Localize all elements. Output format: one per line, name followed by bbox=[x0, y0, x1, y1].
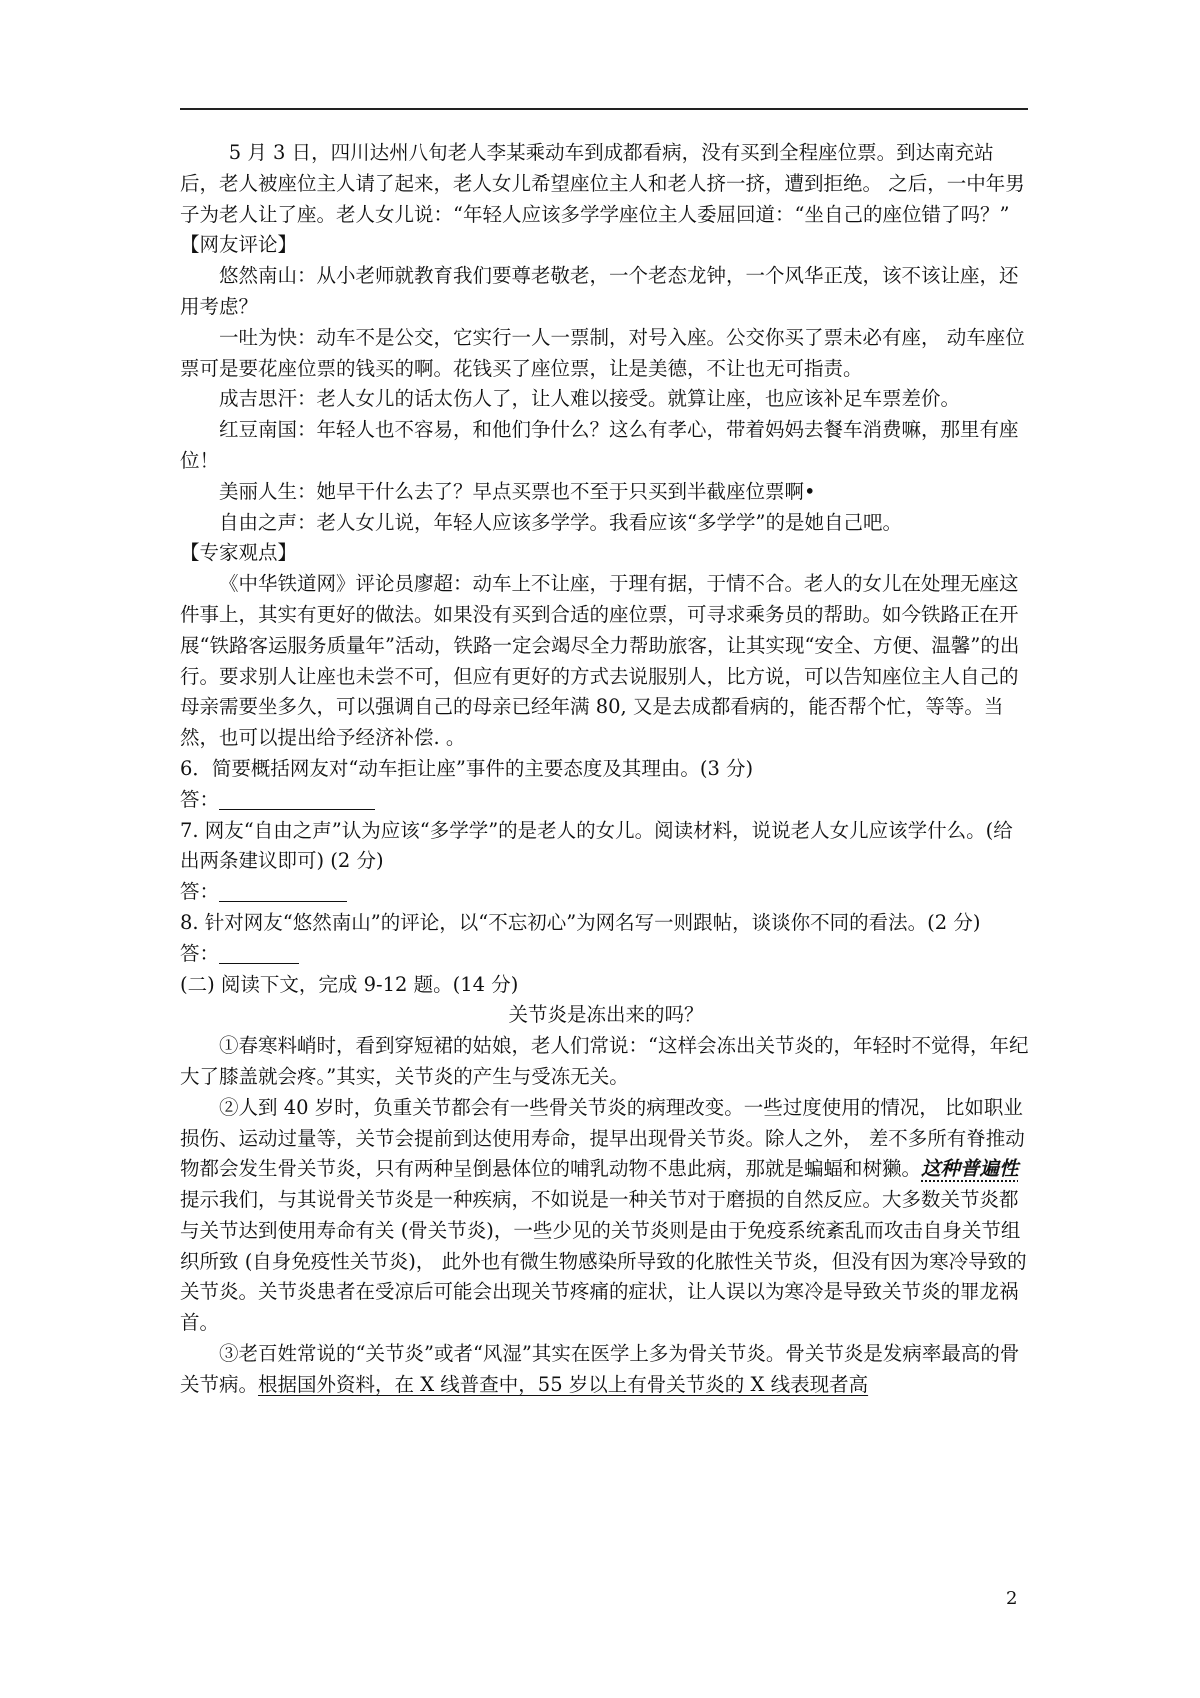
article-paragraph-3 bbox=[180, 1339, 1032, 1401]
story-paragraph: 5 月 3 日，四川达州八旬老人李某乘动车到成都看病，没有买到全程座位票。到达南充站后，老人被座位主人请了起来，老人女儿希望座位主人和老人挤一挤，遭到拒绝。 之后，一中年男子为老人让了座。老人女儿说：“年轻人应该多学学座位主人委屈回道：“坐自己的座位错了吗？” bbox=[180, 141, 1025, 226]
comment-item: 红豆南国：年轻人也不容易，和他们争什么？这么有孝心，带着妈妈去餐车消费嘛，那里有座位！ bbox=[180, 418, 1019, 472]
comment-item: 一吐为快：动车不是公交，它实行一人一票制，对号入座。公交你买了票未必有座， 动车座位票可是要花座位票的钱买的啊。花钱买了座位票，让是美德，不让也无可指责。 bbox=[180, 325, 1025, 380]
question-8: 8. 针对网友“悠然南山”的评论，以“不忘初心”为网名写一则跟帖，谈谈你不同的看法。(2 分) bbox=[180, 910, 981, 934]
answer-blank bbox=[219, 879, 347, 902]
question-7: 7. 网友“自由之声”认为应该“多学学”的是老人的女儿。阅读材料，说说老人女儿应该学什么。(给出两条建议即可) (2 分) bbox=[180, 818, 1013, 873]
comment-item: 美丽人生：她早干什么去了？早点买票也不至于只买到半截座位票啊• bbox=[219, 479, 816, 503]
answer-label: 答： bbox=[180, 787, 220, 811]
header-rule bbox=[180, 108, 1028, 110]
netizen-heading: 【网友评论】 bbox=[180, 233, 298, 257]
answer-blank bbox=[219, 941, 299, 964]
answer-line-6 bbox=[180, 785, 1032, 816]
paragraph-text: ②人到 40 岁时，负重关节都会有一些骨关节炎的病理改变。一些过度使用的情况， 比如职业损伤、运动过量等，关节会提前到达使用寿命，提早出现骨关节炎。除人之外， 差不多所有脊推动物都会发生骨关节炎，只有两种呈倒悬体位的哺乳动物不患此病，那就是蝙蝠和树獭。 bbox=[180, 1095, 1025, 1181]
comment-item: 自由之声：老人女儿说，年轻人应该多学学。我看应该“多学学”的是她自己吧。 bbox=[219, 510, 902, 534]
section-heading: (二) 阅读下文，完成 9-12 题。(14 分) bbox=[180, 972, 519, 996]
expert-paragraph: 《中华铁道网》评论员廖超：动车上不让座，于理有据，于情不合。老人的女儿在处理无座这件事上，其实有更好的做法。如果没有买到合适的座位票，可寻求乘务员的帮助。如今铁路正在开展“铁路客运服务质量年”活动，铁路一定会竭尽全力帮助旅客，让其实现“安全、方便、温馨”的出行。要求别人让座也未尝不可，但应有更好的方式去说服别人，比方说，可以告知座位主人自己的母亲需要坐多久，可以强调自己的母亲已经年满 80, 又是去成都看病的，能否帮个忙，等等。当然，也可以提出给予经济补偿. 。 bbox=[180, 572, 1020, 750]
answer-line-8 bbox=[180, 939, 1032, 970]
question-6: 6．简要概括网友对“动车拒让座”事件的主要态度及其理由。(3 分) bbox=[180, 756, 754, 780]
answer-line-7 bbox=[180, 877, 1032, 908]
comment-item: 成吉思汗：老人女儿的话太伤人了，让人难以接受。就算让座，也应该补足车票差价。 bbox=[219, 387, 961, 411]
page-content bbox=[180, 138, 1032, 1401]
page-number: 2 bbox=[1006, 1588, 1018, 1609]
underlined-sentence: 根据国外资料，在 X 线普查中，55 岁以上有骨关节炎的 X 线表现者高 bbox=[258, 1372, 869, 1396]
expert-heading: 【专家观点】 bbox=[180, 541, 298, 565]
comment-item: 悠然南山：从小老师就教育我们要尊老敬老，一个老态龙钟，一个风华正茂，该不该让座，还用考虑？ bbox=[180, 264, 1019, 318]
paragraph-text: ③老百姓常说的“关节炎”或者“风湿”其实在医学上多为骨关节炎。骨关节炎是发病率最高的骨关节病。 bbox=[180, 1342, 1020, 1396]
answer-label: 答： bbox=[180, 941, 220, 965]
article-title: 关节炎是冻出来的吗？ bbox=[508, 1003, 704, 1027]
emphasized-phrase: 这种普遍性 bbox=[921, 1157, 1019, 1181]
answer-blank bbox=[219, 787, 375, 810]
paragraph-text: 提示我们，与其说骨关节炎是一种疾病，不如说是一种关节对于磨损的自然反应。大多数关节炎都与关节达到使用寿命有关 (骨关节炎)，一些少见的关节炎则是由于免疫系统紊乱而攻击自身关节组织所致 (自身免疫性关节炎)， 此外也有微生物感染所导致的化脓性关节炎，但没有因为寒冷导致的关节炎。关节炎患者在受凉后可能会出现关节疼痛的症状，让人误以为寒冷是导致关节炎的罪龙祸首。 bbox=[180, 1188, 1027, 1335]
article-paragraph-1: ①春寒料峭时，看到穿短裙的姑娘，老人们常说：“这样会冻出关节炎的，年轻时不觉得，年纪大了膝盖就会疼。”其实，关节炎的产生与受冻无关。 bbox=[180, 1034, 1029, 1088]
answer-label: 答： bbox=[180, 880, 220, 904]
article-paragraph-2 bbox=[180, 1093, 1032, 1339]
